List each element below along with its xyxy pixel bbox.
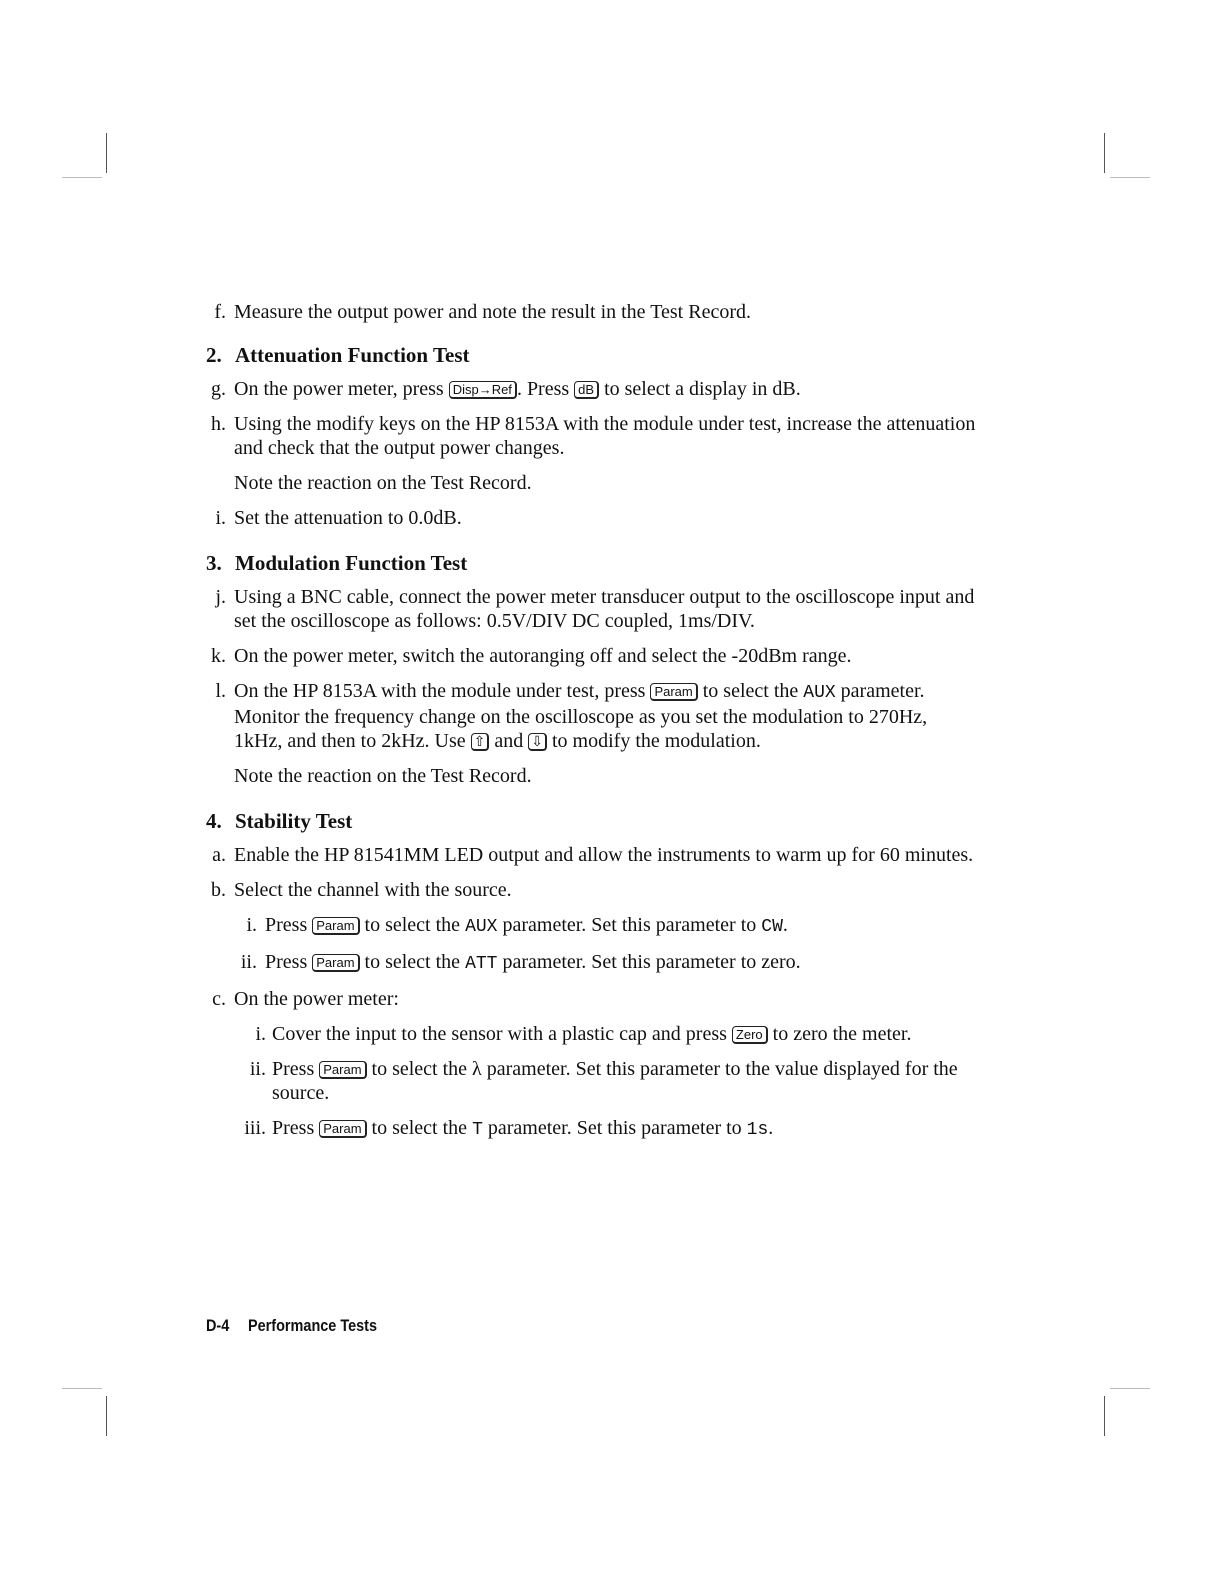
- step-text: parameter. Set this parameter to: [482, 1117, 747, 1139]
- page-number: D-4: [206, 1316, 230, 1335]
- parameter-value: CW: [761, 917, 783, 937]
- step-label: a.: [212, 844, 226, 866]
- step-b: [206, 878, 976, 902]
- step-label: k.: [211, 645, 226, 667]
- step-text: to modify the modulation.: [546, 730, 761, 752]
- db-key: dB: [574, 381, 599, 399]
- step-text: Press: [272, 1058, 320, 1080]
- crop-mark: [62, 1388, 102, 1389]
- note-text: Note the reaction on the Test Record.: [234, 472, 532, 494]
- param-key: Param: [650, 683, 697, 701]
- step-text: Select the channel with the source.: [234, 879, 512, 901]
- step-text: On the HP 8153A with the module under test, press: [234, 680, 651, 702]
- step-text: and: [489, 730, 529, 752]
- step-label: i.: [215, 507, 226, 529]
- step-text: .: [768, 1117, 774, 1139]
- step-text: On the power meter, press: [234, 378, 449, 400]
- step-text: Set the attenuation to 0.0dB.: [234, 507, 462, 529]
- step-text: On the power meter:: [234, 988, 399, 1010]
- step-text: parameter. Monitor the frequency change on the oscilloscope as you set the modulation to 270Hz, 1kHz, and then to 2kHz. Use: [234, 680, 928, 752]
- crop-mark: [62, 177, 102, 178]
- step-j: [206, 585, 976, 633]
- param-key: Param: [312, 954, 359, 972]
- step-text: Press: [272, 1117, 320, 1139]
- step-text: to select a display in dB.: [599, 378, 801, 400]
- disp-ref-key: Disp→Ref: [449, 381, 517, 399]
- step-label: f.: [214, 301, 226, 323]
- step-c: [206, 987, 976, 1011]
- crop-mark: [1110, 177, 1150, 178]
- param-key: Param: [319, 1061, 366, 1079]
- crop-mark: [106, 1396, 107, 1436]
- parameter-code: ATT: [465, 954, 498, 974]
- step-label: b.: [211, 879, 226, 901]
- step-label: g.: [211, 378, 226, 400]
- step-c-i: [240, 1022, 976, 1046]
- section-heading-stability: [206, 808, 976, 834]
- step-label: j.: [215, 586, 226, 608]
- section-name: Performance Tests: [247, 1316, 378, 1335]
- step-text: parameter. Set this parameter to zero.: [497, 951, 801, 973]
- step-text: Cover the input to the sensor with a plastic cap and press: [272, 1023, 732, 1045]
- step-text: Using a BNC cable, connect the power meter transducer output to the oscilloscope input and set the oscilloscope as follows: 0.5V/DIV DC coupled, 1ms/DIV.: [234, 586, 975, 632]
- page-footer: [206, 1316, 377, 1336]
- step-k: [206, 644, 976, 668]
- section-title: Modulation Function Test: [235, 551, 468, 575]
- step-f: [206, 300, 976, 324]
- step-c-ii: [240, 1057, 976, 1105]
- step-label: l.: [215, 680, 226, 702]
- section-number: 2.: [206, 343, 222, 367]
- step-h: [206, 412, 976, 460]
- down-arrow-key-icon: ⇩: [528, 733, 547, 751]
- step-label: ii.: [249, 1058, 266, 1080]
- crop-mark: [1110, 1388, 1150, 1389]
- step-text: Press: [265, 951, 313, 973]
- document-body: [206, 300, 976, 1153]
- step-text: to select the: [697, 680, 804, 702]
- step-text: Using the modify keys on the HP 8153A with the module under test, increase the attenuation and check that the output power changes.: [234, 413, 976, 459]
- parameter-code: AUX: [803, 683, 836, 703]
- step-text: to select the: [359, 914, 466, 936]
- crop-mark: [1104, 133, 1105, 173]
- step-text: to select the: [366, 1117, 473, 1139]
- section-heading-attenuation: [206, 342, 976, 368]
- section-title: Attenuation Function Test: [235, 343, 470, 367]
- section-number: 4.: [206, 809, 222, 833]
- step-g: [206, 377, 976, 401]
- step-label: c.: [212, 988, 226, 1010]
- crop-mark: [1104, 1396, 1105, 1436]
- parameter-code: AUX: [465, 917, 498, 937]
- section-heading-modulation: [206, 550, 976, 576]
- step-text: Measure the output power and note the result in the Test Record.: [234, 301, 751, 323]
- step-b-i: [235, 913, 976, 939]
- up-arrow-key-icon: ⇧: [471, 733, 490, 751]
- crop-mark: [106, 133, 107, 173]
- step-label: i.: [255, 1023, 266, 1045]
- step-text: parameter. Set this parameter to: [497, 914, 762, 936]
- step-label: iii.: [244, 1117, 266, 1139]
- step-l: [206, 679, 976, 753]
- step-text: to select the λ parameter. Set this parameter to the value displayed for the source.: [272, 1058, 958, 1104]
- step-text: . Press: [516, 378, 575, 400]
- step-text: On the power meter, switch the autoranging off and select the -20dBm range.: [234, 645, 852, 667]
- step-label: ii.: [240, 951, 257, 973]
- step-label: i.: [246, 914, 257, 936]
- step-text: Press: [265, 914, 313, 936]
- step-label: h.: [211, 413, 226, 435]
- step-c-iii: [240, 1116, 976, 1142]
- step-text: to select the: [359, 951, 466, 973]
- param-key: Param: [312, 917, 359, 935]
- param-key: Param: [319, 1120, 366, 1138]
- parameter-code: T: [472, 1120, 483, 1140]
- step-i: [206, 506, 976, 530]
- step-text: .: [782, 914, 788, 936]
- step-a: [206, 843, 976, 867]
- parameter-value: 1s: [746, 1120, 769, 1140]
- section-title: Stability Test: [235, 809, 353, 833]
- step-text: to zero the meter.: [767, 1023, 912, 1045]
- zero-key: Zero: [732, 1026, 768, 1044]
- step-b-ii: [235, 950, 976, 976]
- section-number: 3.: [206, 551, 222, 575]
- step-text: Enable the HP 81541MM LED output and allow the instruments to warm up for 60 minutes.: [234, 844, 974, 866]
- note-text: Note the reaction on the Test Record.: [234, 765, 532, 787]
